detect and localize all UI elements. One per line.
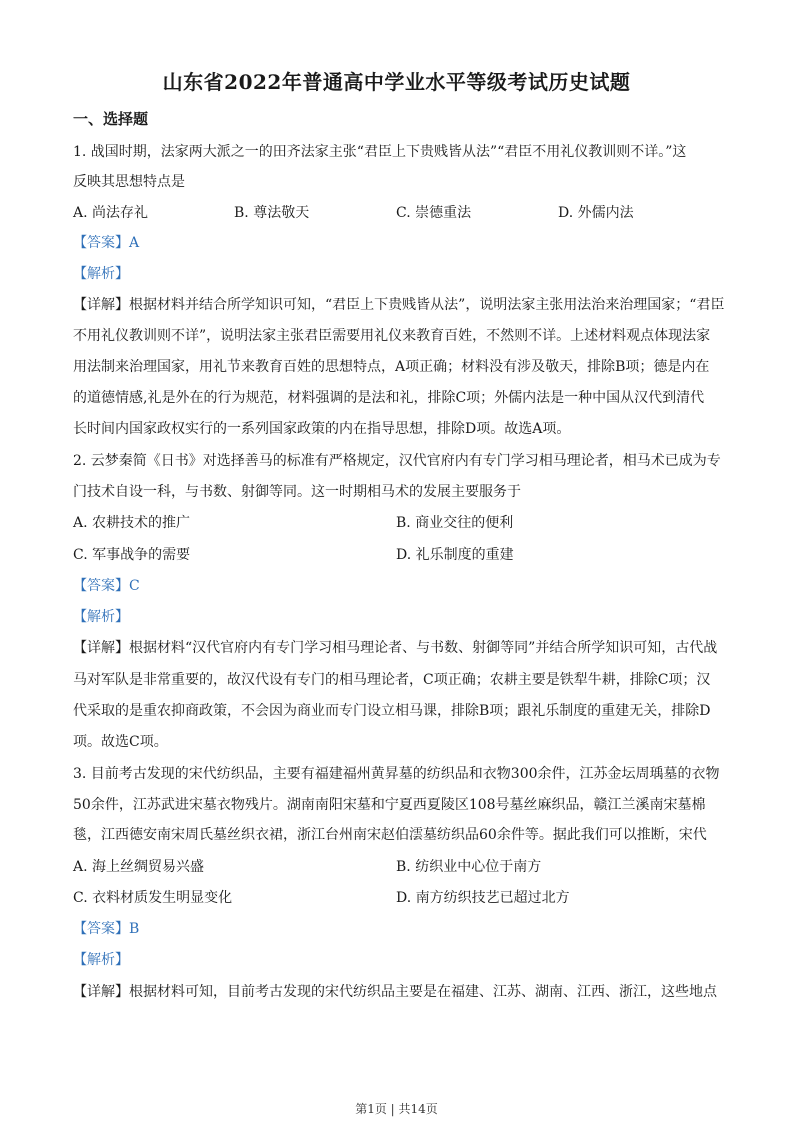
- q1-option-c: C. 崇德重法: [396, 205, 472, 221]
- q2-detail-line: 【详解】根据材料“汉代官府内有专门学习相马理论者、与书数、射御等同”并结合所学知识可知，古代战: [73, 640, 718, 656]
- q1-detail-line: 【详解】根据材料并结合所学知识可知，“君臣上下贵贱皆从法”，说明法家主张用法治来治理国家；“君臣: [73, 297, 725, 313]
- q2-detail-line: 马对军队是非常重要的，故汉代设有专门的相马理论者，C项正确；农耕主要是铁犁牛耕，排除C项；汉: [73, 672, 711, 688]
- q3-stem-line: 毯，江西德安南宋周氏墓丝织衣裙，浙江台州南宋赵伯澐墓纺织品60余件等。据此我们可以推断，宋代: [73, 827, 707, 843]
- q1-detail-line: 长时间内国家政权实行的一系列国家政策的内在指导思想，排除D项。故选A项。: [73, 421, 571, 437]
- q3-option-d: D. 南方纺织技艺已超过北方: [396, 890, 570, 906]
- q3-option-b: B. 纺织业中心位于南方: [396, 859, 542, 875]
- q1-option-a: A. 尚法存礼: [73, 205, 149, 221]
- q3-detail-line: 【详解】根据材料可知，目前考古发现的宋代纺织品主要是在福建、江苏、湖南、江西、浙江，这些地点: [73, 984, 717, 1000]
- page-title: 山东省2022年普通高中学业水平等级考试历史试题: [162, 70, 631, 94]
- q3-stem-line: 50余件，江苏武进宋墓衣物残片。湖南南阳宋墓和宁夏西夏陵区108号墓丝麻织品，赣江兰溪南宋墓棉: [73, 797, 706, 813]
- q3-analysis-label: 【解析】: [73, 952, 129, 968]
- q1-answer: 【答案】A: [73, 235, 140, 251]
- q1-option-d: D. 外儒内法: [558, 205, 634, 221]
- q1-detail-line: 用法制来治理国家，用礼节来教育百姓的思想特点，A项正确；材料没有涉及敬天，排除B项；德是内在: [73, 359, 710, 375]
- q1-analysis-label: 【解析】: [73, 266, 129, 282]
- section-heading: 一、选择题: [73, 110, 149, 128]
- q2-stem-line: 2. 云梦秦简《日书》对选择善马的标准有严格规定，汉代官府内有专门学习相马理论者，相马术已成为专: [73, 453, 721, 469]
- q2-detail-line: 项。故选C项。: [73, 734, 168, 750]
- q2-analysis-label: 【解析】: [73, 609, 129, 625]
- q2-option-a: A. 农耕技术的推广: [73, 515, 191, 531]
- q2-detail-line: 代采取的是重农抑商政策，不会因为商业而专门设立相马课，排除B项；跟礼乐制度的重建无关，排除D: [73, 703, 711, 719]
- q2-stem-line: 门技术自设一科，与书数、射御等同。这一时期相马术的发展主要服务于: [73, 484, 521, 500]
- q2-answer: 【答案】C: [73, 578, 140, 594]
- q2-option-c: C. 军事战争的需要: [73, 547, 191, 563]
- q1-detail-line: 的道德情感,礼是外在的行为规范，材料强调的是法和礼，排除C项；外儒内法是一种中国从汉代到清代: [73, 390, 705, 406]
- q3-option-c: C. 衣料材质发生明显变化: [73, 890, 233, 906]
- q1-detail-line: 不用礼仪教训则不详”，说明法家主张君臣需要用礼仪来教育百姓，不然则不详。上述材料观点体现法家: [73, 328, 711, 344]
- q1-stem-line: 1. 战国时期，法家两大派之一的田齐法家主张“君臣上下贵贱皆从法”“君臣不用礼仪教训则不详。”这: [73, 144, 687, 160]
- q1-option-b: B. 尊法敬天: [234, 205, 310, 221]
- q3-answer: 【答案】B: [73, 921, 140, 937]
- q2-option-d: D. 礼乐制度的重建: [396, 547, 514, 563]
- q3-stem-line: 3. 目前考古发现的宋代纺织品，主要有福建福州黄昇墓的纺织品和衣物300余件，江苏金坛周瑀墓的衣物: [73, 766, 720, 782]
- q1-stem-line: 反映其思想特点是: [73, 174, 185, 190]
- q3-option-a: A. 海上丝绸贸易兴盛: [73, 859, 205, 875]
- q2-option-b: B. 商业交往的便利: [396, 515, 514, 531]
- page-footer: 第1页 | 共14页: [355, 1102, 438, 1116]
